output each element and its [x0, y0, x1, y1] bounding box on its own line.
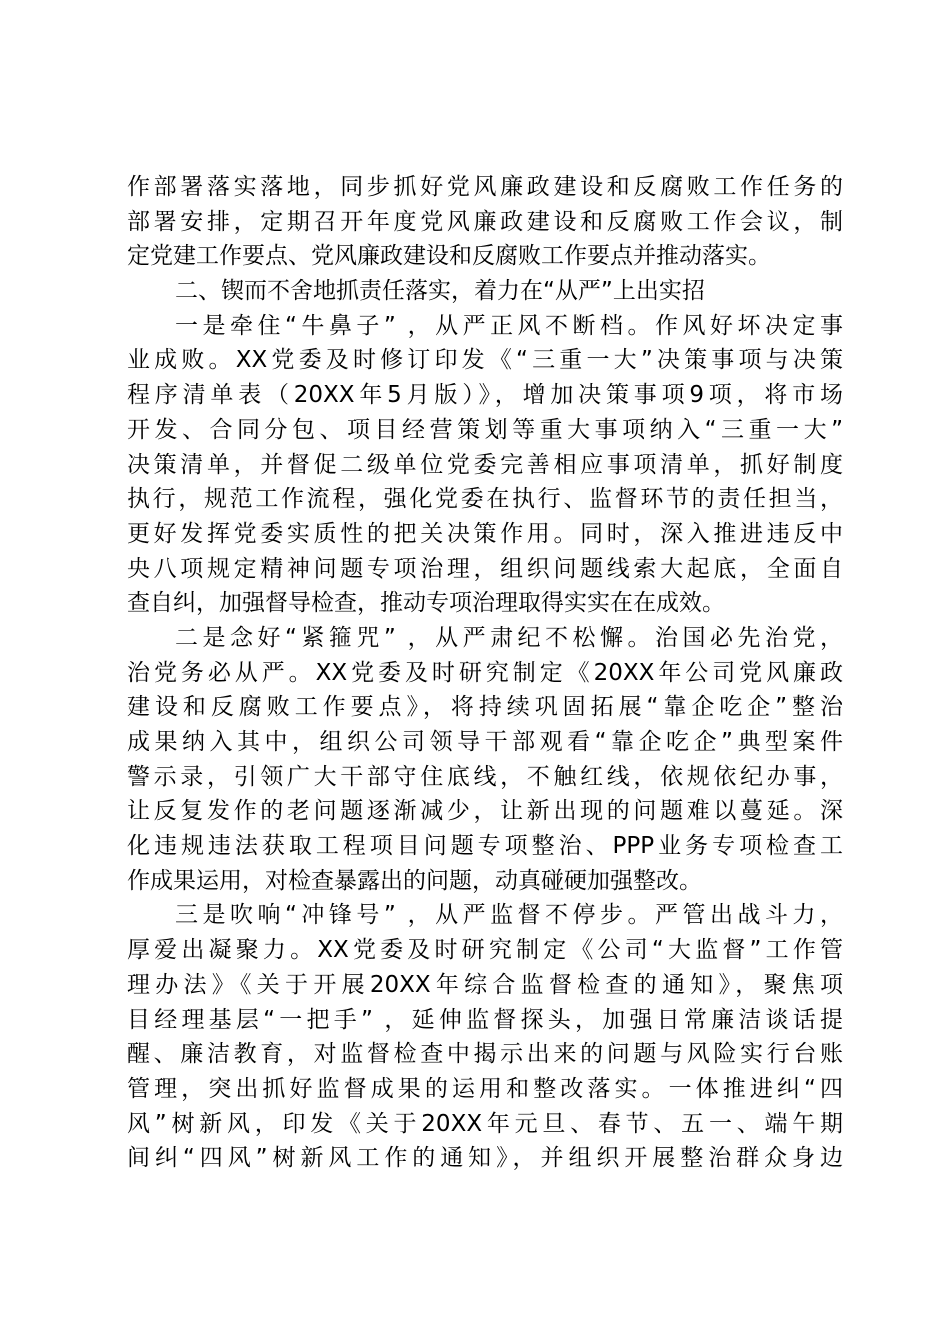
text-line: 建设和反腐败工作要点》，将持续巩固拓展“靠企吃企”整治: [127, 694, 843, 721]
text-line: 化违规违法获取工程项目问题专项整治、PPP业务专项检查工: [127, 833, 843, 860]
text-line: 让反复发作的老问题逐渐减少，让新出现的问题难以蔓延。深: [127, 798, 843, 825]
text-line: 定党建工作要点、党风廉政建设和反腐败工作要点并推动落实。: [127, 243, 771, 270]
text-line: 开发、合同分包、项目经营策划等重大事项纳入“三重一大”: [127, 416, 843, 443]
text-line: 作成果运用，对检查暴露出的问题，动真碰硬加强整改。: [127, 867, 702, 894]
text-line: 二是念好“紧箍咒” ，从严肃纪不松懈。治国必先治党，: [175, 624, 843, 651]
section-heading: 二、锲而不舍地抓责任落实，着力在“从严”上出实招: [175, 278, 705, 305]
text-line: 决策清单，并督促二级单位党委完善相应事项清单，抓好制度: [127, 451, 843, 478]
body-text: [127, 170, 843, 1176]
text-line: 警示录，引领广大干部守住底线，不触红线，依规依纪办事，: [127, 763, 843, 790]
text-line: 更好发挥党委实质性的把关决策作用。同时，深入推进违反中: [127, 520, 843, 547]
text-line: 业成败。XX党委及时修订印发《“三重一大”决策事项与决策: [127, 347, 843, 374]
text-line: 央八项规定精神问题专项治理，组织问题线索大起底，全面自: [127, 555, 843, 582]
text-line: 风”树新风，印发《关于20XX年元旦、春节、五一、端午期: [127, 1110, 843, 1137]
text-line: 三是吹响“冲锋号” ，从严监督不停步。严管出战斗力，: [175, 902, 843, 929]
text-line: 目经理基层“一把手” ，延伸监督探头，加强日常廉洁谈话提: [127, 1006, 843, 1033]
text-line: 管理，突出抓好监督成果的运用和整改落实。一体推进纠“四: [127, 1075, 843, 1102]
text-line: 治党务必从严。XX党委及时研究制定《20XX年公司党风廉政: [127, 659, 843, 686]
text-line: 间纠“四风”树新风工作的通知》，并组织开展整治群众身边: [127, 1145, 843, 1172]
text-line: 执行，规范工作流程，强化党委在执行、监督环节的责任担当，: [127, 486, 843, 513]
text-line: 理办法》《关于开展20XX年综合监督检查的通知》，聚焦项: [127, 971, 843, 998]
text-line: 查自纠，加强督导检查，推动专项治理取得实实在在成效。: [127, 590, 725, 617]
text-line: 部署安排，定期召开年度党风廉政建设和反腐败工作会议，制: [127, 208, 843, 235]
text-line: 作部署落实落地，同步抓好党风廉政建设和反腐败工作任务的: [127, 174, 843, 200]
text-line: 程序清单表（20XX年5月版）》，增加决策事项9项，将市场: [127, 382, 843, 409]
text-line: 醒、廉洁教育，对监督检查中揭示出来的问题与风险实行台账: [127, 1041, 843, 1068]
text-line: 厚爱出凝聚力。XX党委及时研究制定《公司“大监督”工作管: [127, 937, 843, 964]
text-line: 一是牵住“牛鼻子” ，从严正风不断档。作风好坏决定事: [175, 312, 843, 339]
text-line: 成果纳入其中，组织公司领导干部观看“靠企吃企”典型案件: [127, 729, 843, 755]
